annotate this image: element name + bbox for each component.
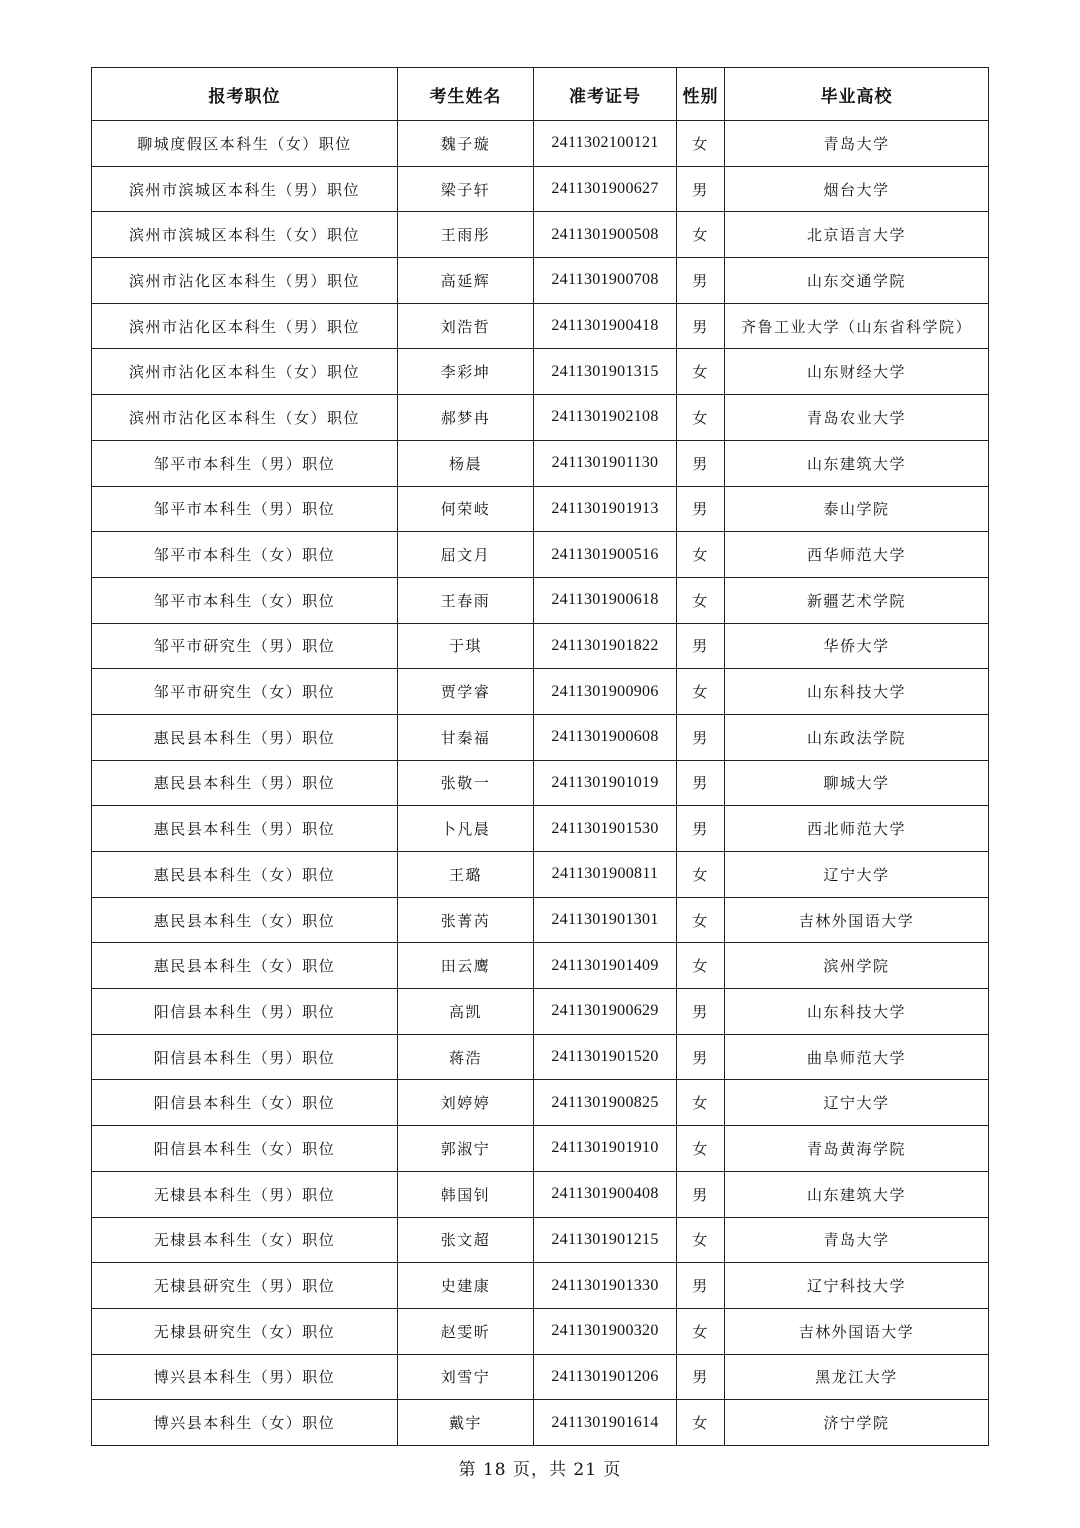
cell-gender: 男 — [677, 989, 725, 1035]
cell-school: 青岛农业大学 — [725, 395, 989, 441]
cell-gender: 男 — [677, 258, 725, 304]
cell-position: 惠民县本科生（男）职位 — [92, 760, 398, 806]
cell-ticket: 2411301900608 — [534, 714, 677, 760]
cell-school: 山东交通学院 — [725, 258, 989, 304]
page-number: 第 18 页，共 21 页 — [458, 1460, 622, 1480]
cell-name: 王雨彤 — [398, 212, 534, 258]
table-row — [92, 166, 989, 212]
results-table-container — [91, 67, 988, 1446]
cell-ticket: 2411301901130 — [534, 440, 677, 486]
cell-ticket: 2411301902108 — [534, 395, 677, 441]
cell-school: 吉林外国语大学 — [725, 1308, 989, 1354]
cell-name: 屈文月 — [398, 532, 534, 578]
cell-name: 甘秦福 — [398, 714, 534, 760]
cell-school: 聊城大学 — [725, 760, 989, 806]
table-row — [92, 1034, 989, 1080]
cell-name: 于琪 — [398, 623, 534, 669]
table-row — [92, 303, 989, 349]
cell-position: 滨州市沾化区本科生（男）职位 — [92, 303, 398, 349]
cell-school: 黑龙江大学 — [725, 1354, 989, 1400]
cell-gender: 女 — [677, 1308, 725, 1354]
cell-name: 郝梦冉 — [398, 395, 534, 441]
cell-gender: 男 — [677, 1263, 725, 1309]
cell-school: 吉林外国语大学 — [725, 897, 989, 943]
cell-gender: 女 — [677, 1217, 725, 1263]
cell-name: 戴宇 — [398, 1400, 534, 1446]
cell-gender: 女 — [677, 349, 725, 395]
cell-gender: 女 — [677, 395, 725, 441]
cell-position: 阳信县本科生（男）职位 — [92, 1034, 398, 1080]
cell-gender: 女 — [677, 1126, 725, 1172]
cell-position: 惠民县本科生（女）职位 — [92, 897, 398, 943]
table-row — [92, 1308, 989, 1354]
cell-ticket: 2411301901520 — [534, 1034, 677, 1080]
cell-name: 史建康 — [398, 1263, 534, 1309]
table-row — [92, 989, 989, 1035]
cell-ticket: 2411301901330 — [534, 1263, 677, 1309]
table-body — [92, 121, 989, 1446]
cell-gender: 女 — [677, 212, 725, 258]
cell-school: 济宁学院 — [725, 1400, 989, 1446]
table-row — [92, 395, 989, 441]
table-row — [92, 258, 989, 304]
cell-ticket: 2411301901910 — [534, 1126, 677, 1172]
cell-ticket: 2411301901409 — [534, 943, 677, 989]
cell-position: 滨州市滨城区本科生（男）职位 — [92, 166, 398, 212]
cell-gender: 男 — [677, 486, 725, 532]
cell-name: 魏子璇 — [398, 121, 534, 167]
cell-position: 阳信县本科生（男）职位 — [92, 989, 398, 1035]
header-gender: 性别 — [677, 68, 725, 121]
cell-ticket: 2411301900825 — [534, 1080, 677, 1126]
cell-position: 阳信县本科生（女）职位 — [92, 1126, 398, 1172]
cell-gender: 男 — [677, 714, 725, 760]
cell-gender: 男 — [677, 623, 725, 669]
cell-position: 惠民县本科生（女）职位 — [92, 852, 398, 898]
cell-position: 邹平市本科生（男）职位 — [92, 486, 398, 532]
cell-position: 博兴县本科生（女）职位 — [92, 1400, 398, 1446]
cell-name: 杨晨 — [398, 440, 534, 486]
cell-gender: 男 — [677, 1171, 725, 1217]
cell-name: 张文超 — [398, 1217, 534, 1263]
cell-position: 惠民县本科生（男）职位 — [92, 806, 398, 852]
table-row — [92, 121, 989, 167]
cell-gender: 男 — [677, 1354, 725, 1400]
cell-school: 齐鲁工业大学（山东省科学院） — [725, 303, 989, 349]
cell-school: 青岛大学 — [725, 1217, 989, 1263]
cell-position: 博兴县本科生（男）职位 — [92, 1354, 398, 1400]
cell-school: 山东财经大学 — [725, 349, 989, 395]
cell-gender: 男 — [677, 806, 725, 852]
cell-school: 山东建筑大学 — [725, 440, 989, 486]
cell-name: 刘浩哲 — [398, 303, 534, 349]
cell-gender: 女 — [677, 577, 725, 623]
cell-school: 青岛大学 — [725, 121, 989, 167]
cell-position: 滨州市滨城区本科生（女）职位 — [92, 212, 398, 258]
cell-name: 郭淑宁 — [398, 1126, 534, 1172]
table-row — [92, 349, 989, 395]
cell-ticket: 2411301900618 — [534, 577, 677, 623]
table-row — [92, 1263, 989, 1309]
table-row — [92, 943, 989, 989]
cell-school: 辽宁大学 — [725, 852, 989, 898]
table-row — [92, 577, 989, 623]
cell-name: 梁子轩 — [398, 166, 534, 212]
table-header-row — [92, 68, 989, 121]
table-row — [92, 714, 989, 760]
cell-ticket: 2411301901614 — [534, 1400, 677, 1446]
cell-ticket: 2411301900408 — [534, 1171, 677, 1217]
cell-gender: 女 — [677, 852, 725, 898]
cell-ticket: 2411301900418 — [534, 303, 677, 349]
cell-position: 无棣县研究生（男）职位 — [92, 1263, 398, 1309]
cell-school: 北京语言大学 — [725, 212, 989, 258]
cell-name: 赵雯昕 — [398, 1308, 534, 1354]
header-name: 考生姓名 — [398, 68, 534, 121]
cell-ticket: 2411301901301 — [534, 897, 677, 943]
cell-name: 蒋浩 — [398, 1034, 534, 1080]
cell-school: 西北师范大学 — [725, 806, 989, 852]
cell-gender: 男 — [677, 760, 725, 806]
cell-school: 山东建筑大学 — [725, 1171, 989, 1217]
cell-name: 高凯 — [398, 989, 534, 1035]
table-row — [92, 486, 989, 532]
table-row — [92, 1400, 989, 1446]
table-row — [92, 532, 989, 578]
cell-gender: 男 — [677, 303, 725, 349]
cell-school: 曲阜师范大学 — [725, 1034, 989, 1080]
cell-gender: 女 — [677, 1080, 725, 1126]
table-row — [92, 897, 989, 943]
cell-name: 卜凡晨 — [398, 806, 534, 852]
cell-name: 刘婷婷 — [398, 1080, 534, 1126]
cell-ticket: 2411301901530 — [534, 806, 677, 852]
cell-school: 山东科技大学 — [725, 669, 989, 715]
cell-position: 滨州市沾化区本科生（女）职位 — [92, 349, 398, 395]
cell-name: 王春雨 — [398, 577, 534, 623]
cell-ticket: 2411301901315 — [534, 349, 677, 395]
cell-ticket: 2411301901206 — [534, 1354, 677, 1400]
cell-name: 贾学睿 — [398, 669, 534, 715]
header-position: 报考职位 — [92, 68, 398, 121]
cell-gender: 女 — [677, 532, 725, 578]
table-row — [92, 852, 989, 898]
cell-name: 田云鹰 — [398, 943, 534, 989]
cell-name: 张菁芮 — [398, 897, 534, 943]
cell-school: 滨州学院 — [725, 943, 989, 989]
cell-gender: 男 — [677, 1034, 725, 1080]
cell-ticket: 2411301900516 — [534, 532, 677, 578]
table-row — [92, 760, 989, 806]
cell-ticket: 2411301900629 — [534, 989, 677, 1035]
table-row — [92, 1080, 989, 1126]
cell-gender: 男 — [677, 166, 725, 212]
table-row — [92, 1354, 989, 1400]
cell-gender: 女 — [677, 121, 725, 167]
cell-name: 刘雪宁 — [398, 1354, 534, 1400]
table-row — [92, 1217, 989, 1263]
cell-ticket: 2411301900508 — [534, 212, 677, 258]
cell-ticket: 2411301900708 — [534, 258, 677, 304]
cell-position: 无棣县本科生（女）职位 — [92, 1217, 398, 1263]
table-row — [92, 623, 989, 669]
cell-gender: 男 — [677, 440, 725, 486]
table-row — [92, 669, 989, 715]
cell-ticket: 2411301901913 — [534, 486, 677, 532]
cell-gender: 女 — [677, 1400, 725, 1446]
header-school: 毕业高校 — [725, 68, 989, 121]
cell-position: 聊城度假区本科生（女）职位 — [92, 121, 398, 167]
table-row — [92, 440, 989, 486]
cell-name: 张敬一 — [398, 760, 534, 806]
cell-school: 华侨大学 — [725, 623, 989, 669]
cell-ticket: 2411301900320 — [534, 1308, 677, 1354]
cell-position: 惠民县本科生（女）职位 — [92, 943, 398, 989]
cell-name: 李彩坤 — [398, 349, 534, 395]
cell-name: 何荣岐 — [398, 486, 534, 532]
cell-position: 滨州市沾化区本科生（女）职位 — [92, 395, 398, 441]
cell-school: 辽宁大学 — [725, 1080, 989, 1126]
cell-school: 西华师范大学 — [725, 532, 989, 578]
cell-school: 新疆艺术学院 — [725, 577, 989, 623]
cell-name: 王璐 — [398, 852, 534, 898]
results-table — [91, 67, 989, 1446]
cell-ticket: 2411301900627 — [534, 166, 677, 212]
cell-ticket: 2411301901019 — [534, 760, 677, 806]
cell-school: 烟台大学 — [725, 166, 989, 212]
cell-position: 无棣县本科生（男）职位 — [92, 1171, 398, 1217]
cell-position: 邹平市研究生（男）职位 — [92, 623, 398, 669]
cell-school: 山东政法学院 — [725, 714, 989, 760]
cell-position: 邹平市本科生（男）职位 — [92, 440, 398, 486]
cell-position: 邹平市研究生（女）职位 — [92, 669, 398, 715]
cell-ticket: 2411301901215 — [534, 1217, 677, 1263]
cell-position: 阳信县本科生（女）职位 — [92, 1080, 398, 1126]
cell-school: 辽宁科技大学 — [725, 1263, 989, 1309]
cell-ticket: 2411301901822 — [534, 623, 677, 669]
table-row — [92, 212, 989, 258]
cell-school: 青岛黄海学院 — [725, 1126, 989, 1172]
cell-position: 无棣县研究生（女）职位 — [92, 1308, 398, 1354]
table-row — [92, 806, 989, 852]
cell-gender: 女 — [677, 943, 725, 989]
cell-position: 邹平市本科生（女）职位 — [92, 532, 398, 578]
header-ticket: 准考证号 — [534, 68, 677, 121]
cell-name: 韩国钊 — [398, 1171, 534, 1217]
table-row — [92, 1126, 989, 1172]
cell-position: 邹平市本科生（女）职位 — [92, 577, 398, 623]
cell-name: 高延辉 — [398, 258, 534, 304]
cell-position: 惠民县本科生（男）职位 — [92, 714, 398, 760]
cell-position: 滨州市沾化区本科生（男）职位 — [92, 258, 398, 304]
cell-school: 山东科技大学 — [725, 989, 989, 1035]
cell-gender: 女 — [677, 669, 725, 715]
cell-gender: 女 — [677, 897, 725, 943]
cell-ticket: 2411302100121 — [534, 121, 677, 167]
cell-ticket: 2411301900906 — [534, 669, 677, 715]
cell-ticket: 2411301900811 — [534, 852, 677, 898]
table-row — [92, 1171, 989, 1217]
cell-school: 泰山学院 — [725, 486, 989, 532]
